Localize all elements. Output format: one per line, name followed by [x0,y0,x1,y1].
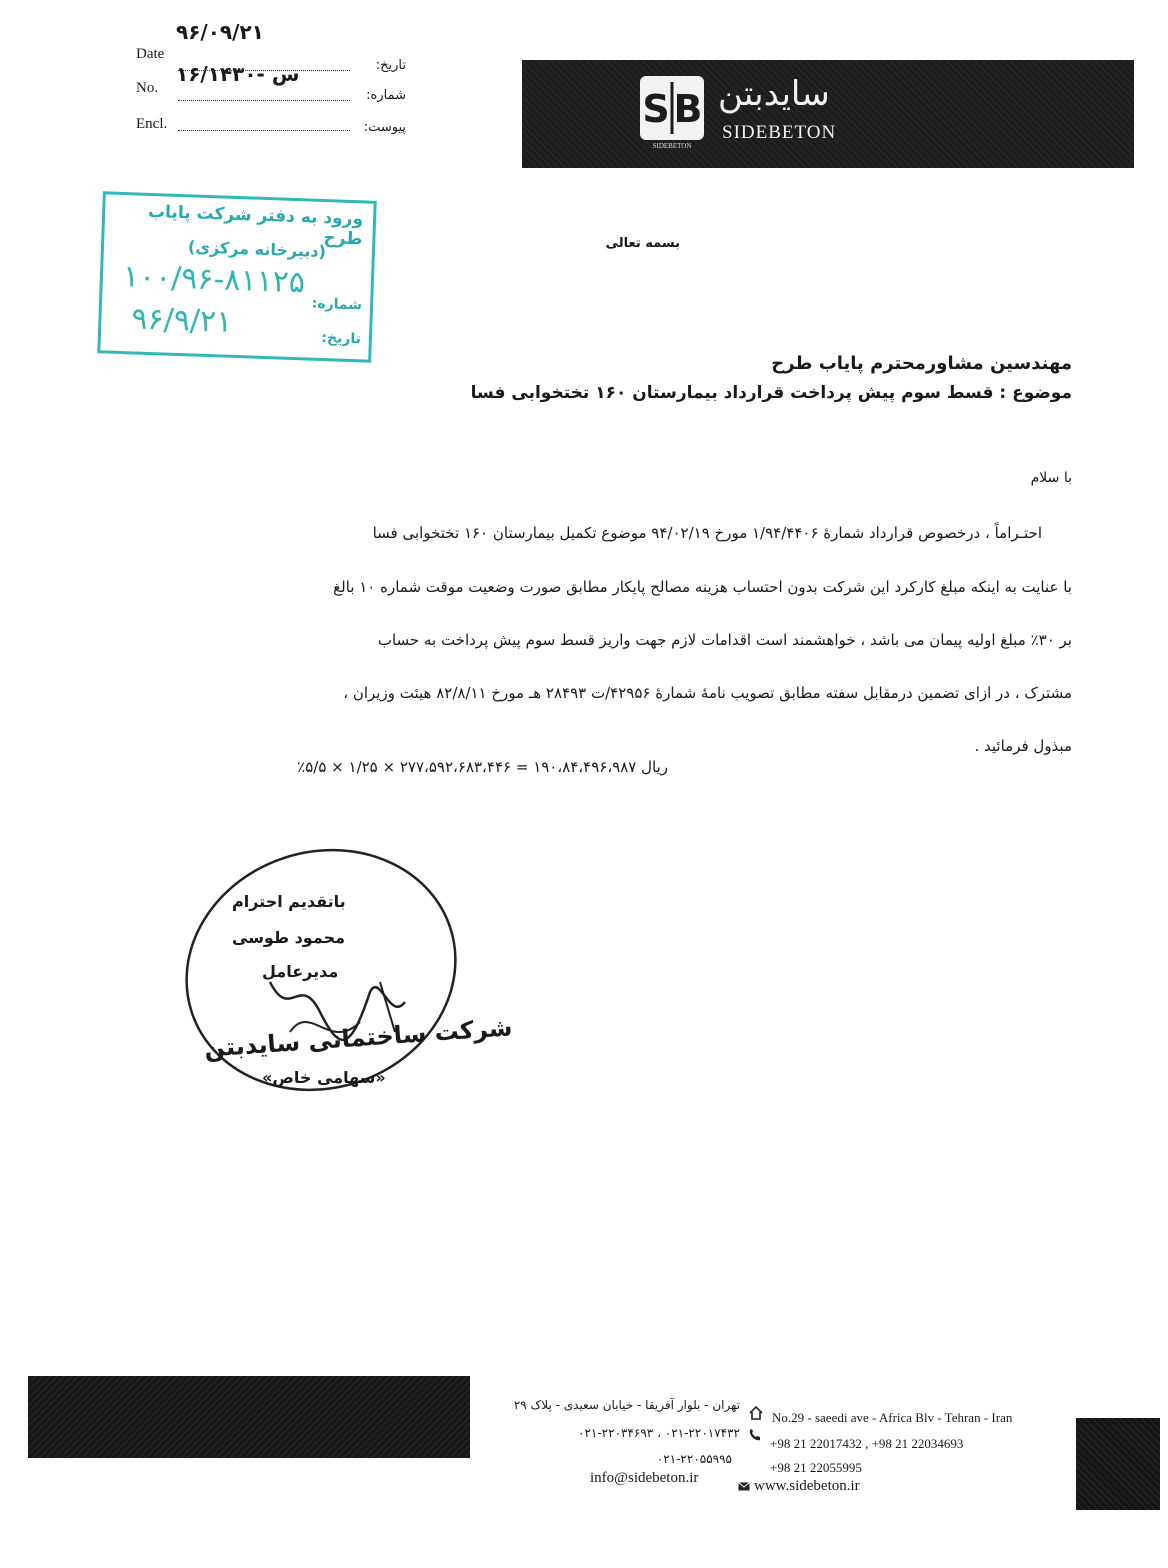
stamp-number-label: شماره: [311,295,363,314]
body-line-5: مبذول فرمائید . [974,737,1072,755]
logo-mark-caption: SIDEBETON [652,142,692,150]
no-line [178,100,350,101]
body-line-1: احتـراماً ، درخصوص قرارداد شمارهٔ ۱/۹۴/۴۴۰۶ مورخ ۹۴/۰۲/۱۹ موضوع تکمیل بیمارستان ۱۶۰ تختخوابی فسا [372,524,1042,542]
calculation-line: ریال ۱۹۰،۸۴،۴۹۶،۹۸۷ = ۲۷۷،۵۹۲،۶۸۳،۴۴۶ × ۱/۲۵ × ۵/۵٪ [297,758,668,776]
svg-text:S: S [642,87,670,131]
svg-text:B: B [673,87,703,131]
logo-name-fa: سایدبتن [718,74,830,114]
body-line-3: بر ۳۰٪ مبلغ اولیه پیمان می باشد ، خواهشمند است اقدامات لازم جهت واریز قسط سوم پیش پرداخت به حساب [377,631,1072,649]
phone-icon [748,1428,762,1442]
address-fa: تهران - بلوار آفریقا - خیابان سعیدی - پلاک ۲۹ [513,1398,740,1412]
stamp-number-value: ۱۰۰/۹۶-۸۱۱۲۵ [122,259,306,301]
body-line-4: مشترک ، در ازای تضمین درمقابل سفته مطابق تصویب نامهٔ شمارهٔ ۴۲۹۵۶/ت ۲۸۴۹۳ هـ مورخ ۸۲/۸/۱۱ هیئت وزیران ، [343,684,1072,702]
stamp-line-2: (دبیرخانه مرکزی) [187,237,327,262]
letter-number: ۱۶/۱۴۳۰- س [176,62,300,86]
recipient: مهندسین مشاورمحترم پایاب طرح [771,353,1072,374]
greeting: با سلام [1030,470,1072,486]
logo-mark-icon [640,76,704,140]
body-line-2: با عنایت به اینکه مبلغ کارکرد این شرکت بدون احتساب هزینه مصالح پایکار مطابق صورت وضعیت موقت شماره ۱۰ بالغ [333,578,1072,596]
phone-fa-1: ۰۲۱-۲۲۰۱۷۴۳۲ ، ۰۲۱-۲۲۰۳۴۶۹۳ [578,1426,740,1440]
phone-fa-2: ۰۲۱-۲۲۰۵۵۹۹۵ [656,1452,732,1466]
footer-band-right [1076,1418,1160,1510]
seal-company-type: «سهامی خاص» [262,1068,386,1087]
address-en: No.29 - saeedi ave - Africa Blv - Tehran - Iran [772,1410,1013,1425]
stamp-date-label: تاریخ: [321,329,362,348]
logo-name-en: SIDEBETON [722,122,837,143]
subject: موضوع : قسط سوم پیش پرداخت قرارداد بیمارستان ۱۶۰ تختخوابی فسا [470,383,1072,403]
signatory-title: مدیرعامل [262,962,339,981]
encl-label-en: Encl. [136,116,168,132]
signatory-name: محمود طوسی [232,928,345,947]
receipt-stamp [97,191,376,362]
date-label-fa: تاریخ: [375,58,406,73]
invocation: بسمه تعالی [605,236,680,251]
mail-icon [738,1482,750,1491]
phone-en-2: +98 21 22055995 [770,1460,862,1475]
home-icon [748,1405,764,1421]
date-label-en: Date [136,46,165,62]
no-label-fa: شماره: [366,88,406,103]
stamp-line-1: ورود به دفتر شرکت پایاب طرح [147,201,364,250]
email-link[interactable]: info@sidebeton.ir [590,1470,699,1486]
encl-line [178,130,350,131]
seal-company-name: شرکت ساختمانی سایدبتن [203,1013,514,1063]
website-link[interactable]: www.sidebeton.ir [754,1478,860,1494]
encl-label-fa: پیوست: [363,120,406,135]
signature-closing: باتقدیم احترام [232,892,346,911]
phone-en-1: +98 21 22017432 , +98 21 22034693 [770,1436,964,1451]
no-label-en: No. [136,80,159,96]
stamp-date-value: ۹۶/۹/۲۱ [130,301,233,340]
handwritten-date: ۹۶/۰۹/۲۱ [176,20,264,44]
footer-band-left [28,1376,470,1458]
